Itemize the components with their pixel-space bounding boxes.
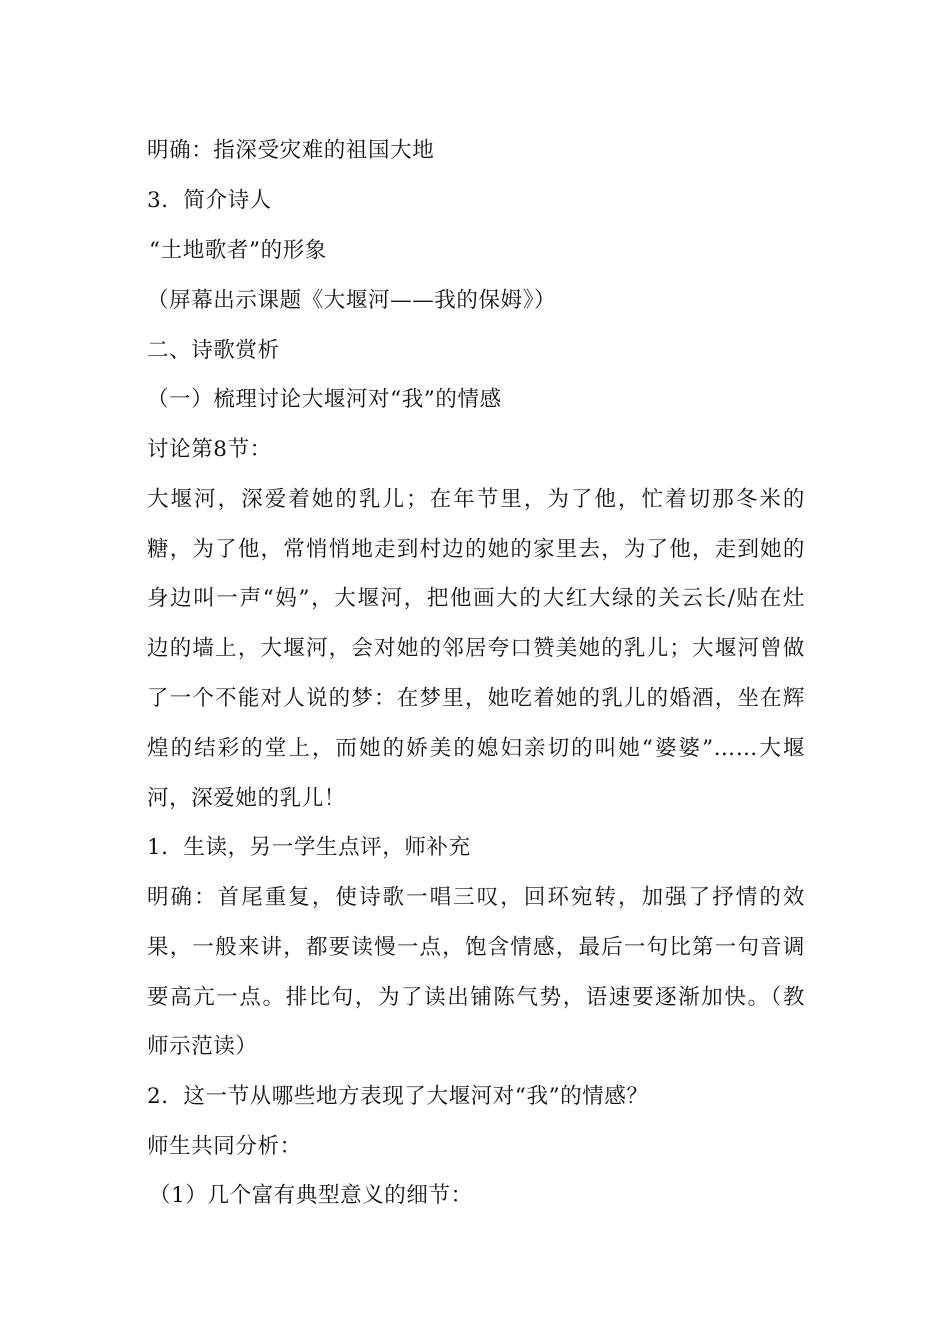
heading-poet-intro: 3．简介诗人 [147,188,272,213]
text-line-clarify-repetition: 要高亢一点。排比句，为了读出铺陈气势，语速要逐渐加快。（教 [147,985,805,1010]
poem-line: 边的墙上，大堰河，会对她的邻居夸口赞美她的乳儿；大堰河曾做 [147,636,805,661]
text-line-typical-details: （1）几个富有典型意义的细节： [149,1183,473,1208]
text-line-screen-title: （屏幕出示课题《大堰河——我的保姆》） [147,288,557,313]
poem-line: 糖，为了他，常悄悄地走到村边的她的家里去，为了他，走到她的 [147,537,805,562]
poem-line: 煌的结彩的堂上，而她的娇美的媳妇亲切的叫她“婆婆”……大堰 [147,736,805,761]
poem-line: 大堰河，深爱着她的乳儿；在年节里，为了他，忙着切那冬米的 [147,487,805,512]
text-line-clarify-repetition: 果，一般来讲，都要读慢一点，饱含情感，最后一句比第一句音调 [147,935,805,960]
poem-line: 身边叫一声“妈”，大堰河，把他画大的大红大绿的关云长/贴在灶 [147,586,805,611]
text-line-clarify-repetition: 明确：首尾重复，使诗歌一唱三叹，回环宛转，加强了抒情的效 [147,885,805,910]
subsection-heading-emotion: （一）梳理讨论大堰河对“我”的情感 [147,387,502,412]
question-emotion: 2．这一节从哪些地方表现了大堰河对“我”的情感？ [147,1084,649,1109]
text-line-student-read: 1．生读，另一学生点评，师补充 [147,835,471,860]
section-heading-poetry-appreciation: 二、诗歌赏析 [147,338,280,363]
poem-line: 河，深爱她的乳儿！ [147,786,346,811]
text-line-joint-analysis: 师生共同分析： [147,1134,302,1159]
text-line-clarify-land: 明确：指深受灾难的祖国大地 [147,138,435,163]
text-line-discuss-section-8: 讨论第8节： [147,437,272,462]
poem-line: 了一个不能对人说的梦：在梦里，她吃着她的乳儿的婚酒，坐在辉 [147,686,805,711]
text-line-land-singer: “土地歌者”的形象 [149,238,327,263]
text-line-clarify-repetition: 师示范读） [147,1034,258,1059]
